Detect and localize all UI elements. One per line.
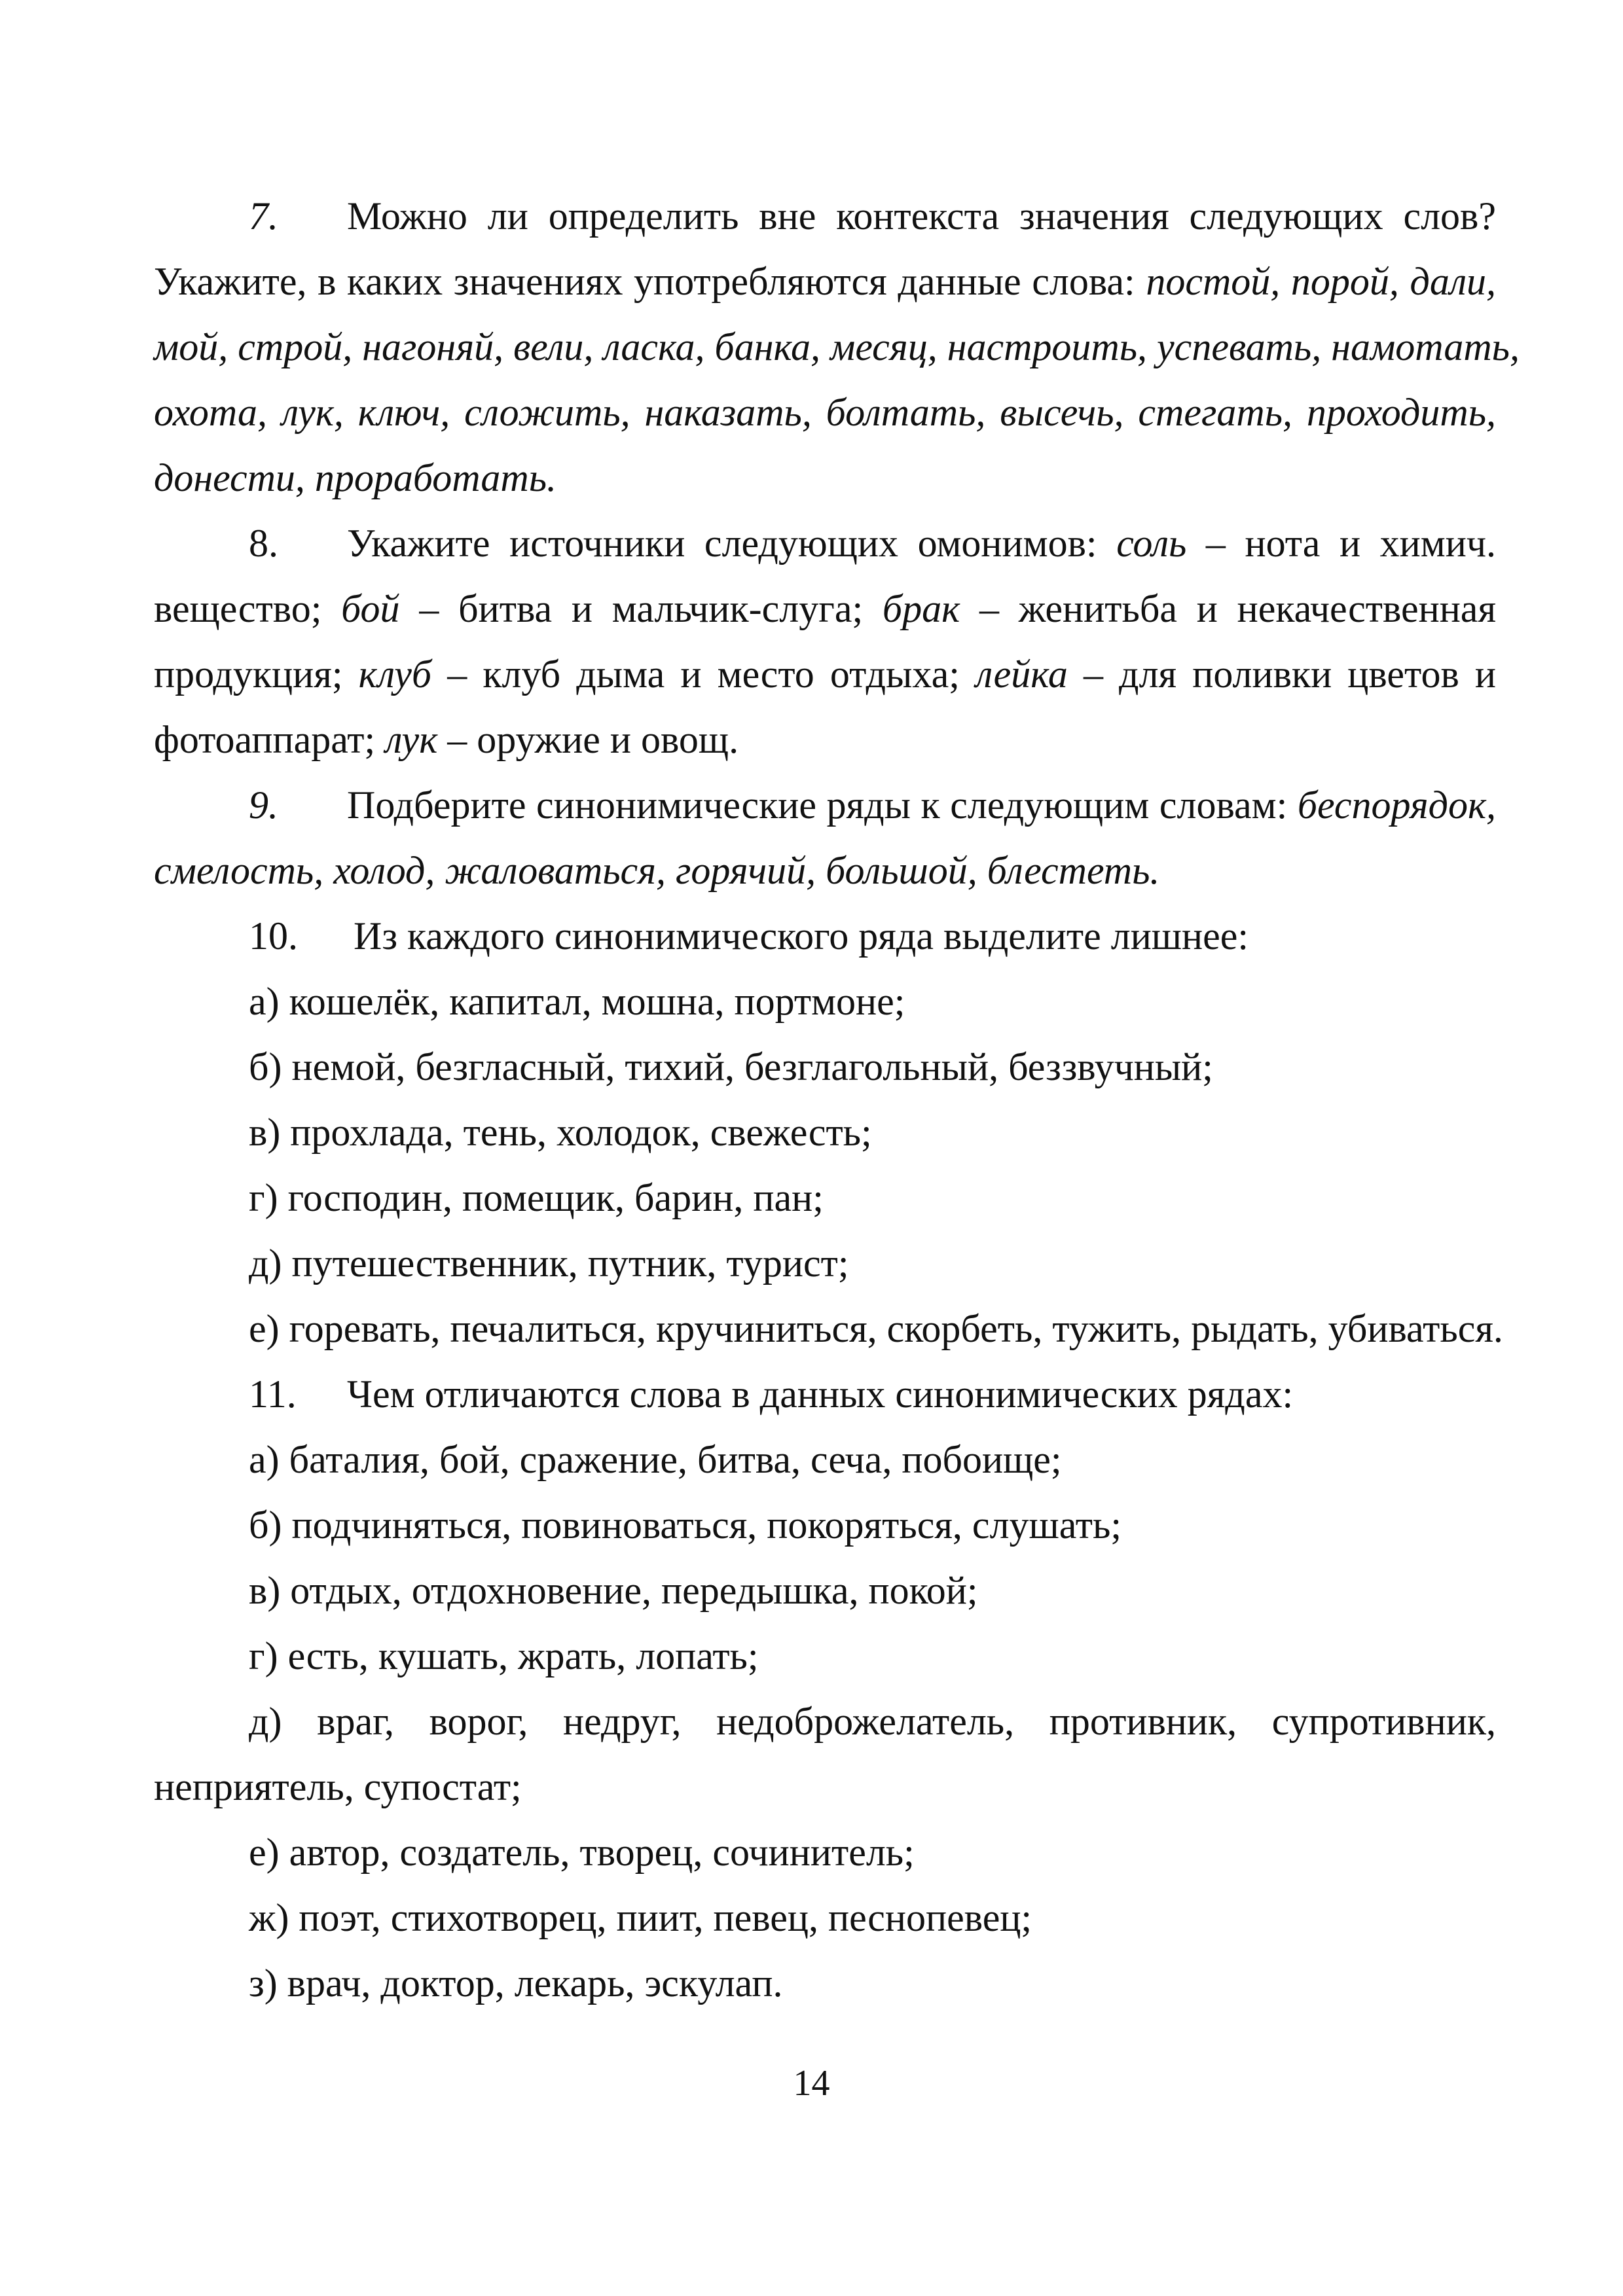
q7-line-5: донести, проработать.	[154, 456, 556, 499]
q7-line-1	[347, 196, 1496, 236]
q11-item-g: ж) поэт, стихотворец, пиит, певец, песнопевец;	[249, 1896, 1032, 1939]
q8-line-4	[154, 720, 739, 759]
q11-item-e-line-2: неприятель, супостат;	[154, 1765, 522, 1808]
q8-line-2	[154, 589, 1496, 628]
q8-homonym-sol: соль	[1116, 522, 1187, 565]
q7-line-2	[154, 262, 1496, 301]
q8-line-1	[347, 524, 1496, 563]
q8-line-1-c: – нота и химич.	[1205, 522, 1497, 565]
q7-line-2-words: постой, порой, дали,	[1146, 260, 1497, 303]
q11-item-b: б) подчиняться, повиноваться, покоряться, слушать;	[249, 1503, 1122, 1547]
q10-title: Из каждого синонимического ряда выделите лишнее:	[354, 914, 1249, 958]
q8-line-3-e: – для поливки цветов и	[1083, 653, 1496, 696]
q9-line-1-b: беспорядок,	[1297, 783, 1497, 827]
q10-item-e: д) путешественник, путник, турист;	[249, 1242, 849, 1285]
q11-item-a: а) баталия, бой, сражение, битва, сеча, побоище;	[249, 1438, 1062, 1481]
q7-line-3-words: мой, строй, нагоняй, вели, ласка, банка, месяц, настроить, успевать, намотать,	[154, 325, 1520, 368]
q11-item-e-line-1-text: д) враг, ворог, недруг, недоброжелатель, противник, супротивник,	[249, 1700, 1496, 1743]
q11-title: Чем отличаются слова в данных синонимических рядах:	[347, 1372, 1294, 1416]
q8-homonym-boy: бой	[341, 587, 400, 630]
q11-item-h: з) врач, доктор, лекарь, эскулап.	[249, 1962, 783, 2005]
q11-item-d: г) есть, кушать, жрать, лопать;	[249, 1634, 759, 1677]
q8-line-4-c: – оружие и овощ.	[447, 718, 739, 761]
q10-number: 10.	[249, 914, 298, 958]
q7-number: 7.	[249, 194, 278, 238]
q8-homonym-luk: лук	[385, 718, 438, 761]
q7-line-1-text: Можно ли определить вне контекста значения следующих слов?	[347, 194, 1496, 238]
q9-line-1-a: Подберите синонимические ряды к следующим словам:	[347, 783, 1288, 827]
q8-homonym-leyka: лейка	[975, 653, 1068, 696]
q10-item-b: б) немой, безгласный, тихий, безглагольный, беззвучный;	[249, 1045, 1213, 1088]
q8-line-3-a: продукция;	[154, 653, 343, 696]
q11-item-e-line-1	[249, 1702, 1496, 1741]
page-number: 14	[793, 2063, 830, 2104]
q8-line-2-a: вещество;	[154, 587, 322, 630]
q8-homonym-klub: клуб	[358, 653, 432, 696]
q10-item-f: е) горевать, печалиться, кручиниться, скорбеть, тужить, рыдать, убиваться.	[249, 1307, 1503, 1350]
q7-line-2-plain: Укажите, в каких значениях употребляются данные слова:	[154, 260, 1135, 303]
q7-line-4	[154, 393, 1496, 432]
q8-line-2-c: – битва и мальчик-слуга;	[419, 587, 864, 630]
q8-number: 8.	[249, 522, 278, 565]
q8-homonym-brak: брак	[882, 587, 960, 630]
q9-line-1	[347, 785, 1496, 825]
q8-line-3-c: – клуб дыма и место отдыха;	[447, 653, 960, 696]
q10-item-d: г) господин, помещик, барин, пан;	[249, 1176, 824, 1219]
q10-item-a: а) кошелёк, капитал, мошна, портмоне;	[249, 980, 905, 1023]
q9-line-2: смелость, холод, жаловаться, горячий, большой, блестеть.	[154, 849, 1160, 892]
q7-line-3	[154, 325, 1520, 368]
q8-line-1-a: Укажите источники следующих омонимов:	[347, 522, 1097, 565]
q11-item-c: в) отдых, отдохновение, передышка, покой;	[249, 1569, 978, 1612]
q8-line-2-e: – женитьба и некачественная	[979, 587, 1497, 630]
q11-item-f: е) автор, создатель, творец, сочинитель;	[249, 1831, 915, 1874]
q8-line-3	[154, 655, 1496, 694]
q9-number: 9.	[249, 783, 278, 827]
q8-line-4-a: фотоаппарат;	[154, 718, 376, 761]
q7-line-4-words: охота, лук, ключ, сложить, наказать, болтать, высечь, стегать, проходить,	[154, 391, 1496, 434]
q10-item-c: в) прохлада, тень, холодок, свежесть;	[249, 1111, 872, 1154]
q11-number: 11.	[249, 1372, 297, 1416]
